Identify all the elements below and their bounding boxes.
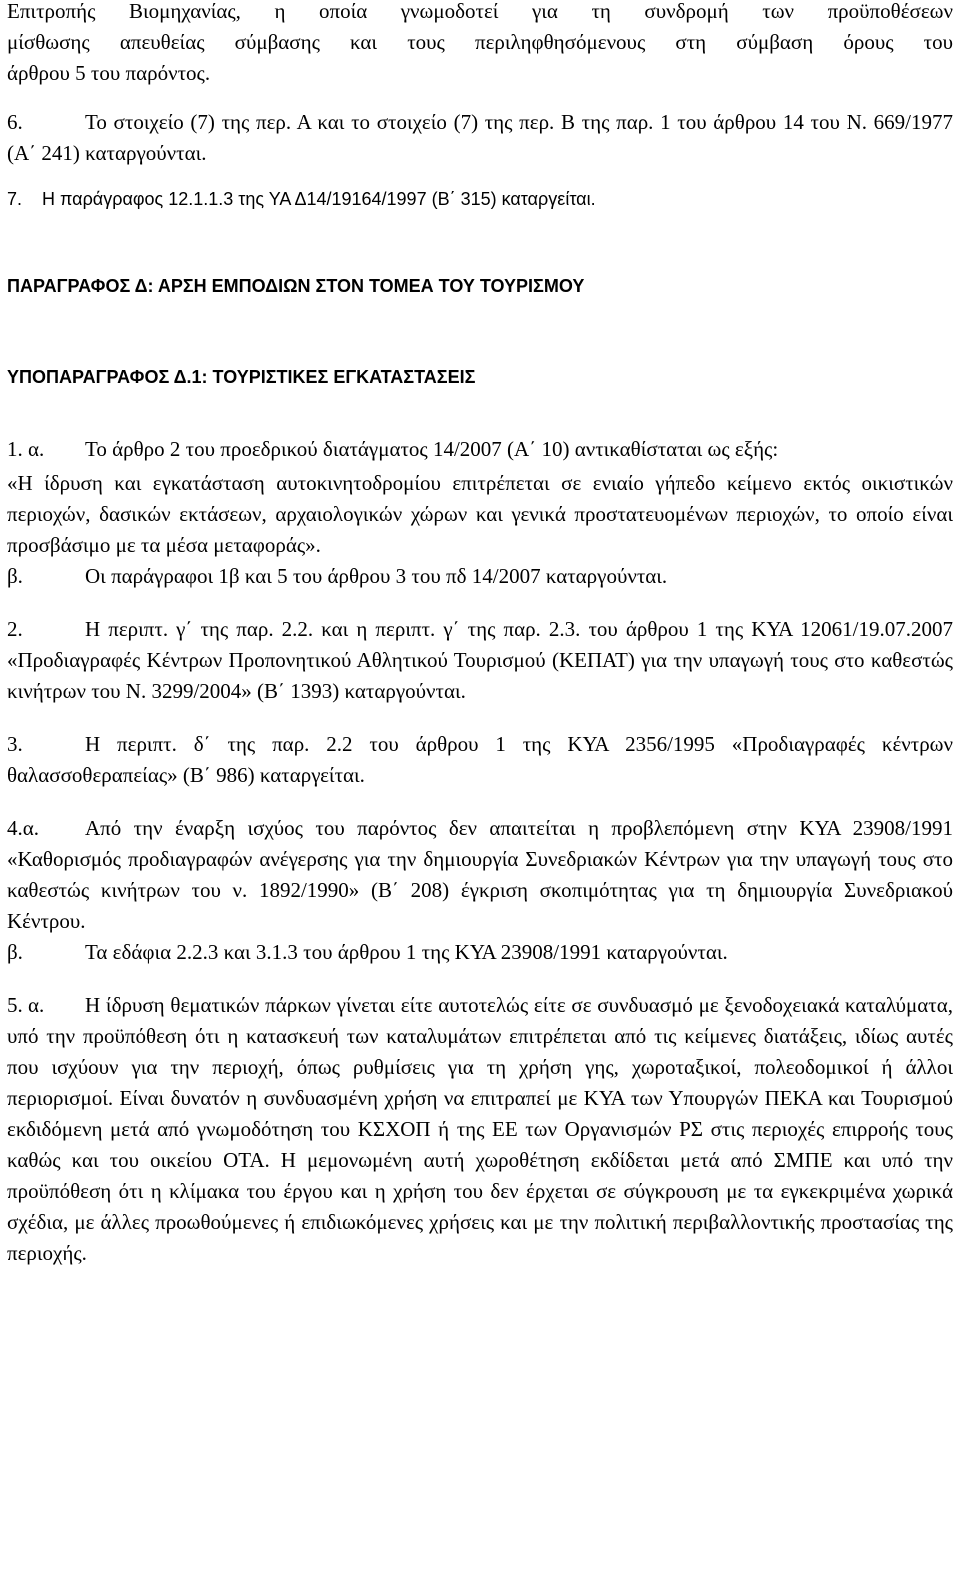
paragraph-text: Η περιπτ. δ΄ της παρ. 2.2 του άρθρου 1 της ΚΥΑ 2356/1995 «Προδιαγραφές κέντρων θαλασσοθεραπείας» (Β΄ 986) καταργείται. (7, 732, 953, 787)
paragraph-number: β. (7, 940, 23, 964)
paragraph-number: 4.α. (7, 816, 40, 840)
paragraph-text: Από την έναρξη ισχύος του παρόντος δεν απαιτείται η προβλεπόμενη στην ΚΥΑ 23908/1991 «Καθορισμός προδιαγραφών ανέγερσης για την δημιουργία Συνεδριακών Κέντρων για την υπαγωγή τους στο καθεστώς κινήτρων του ν. 1892/1990» (Β΄ 208) έγκριση σκοπιμότητας για τη δημιουργία Συνεδριακού Κέντρου. (7, 816, 953, 933)
section-heading: ΠΑΡΑΓΡΑΦΟΣ Δ: ΑΡΣΗ ΕΜΠΟΔΙΩΝ ΣΤΟΝ ΤΟΜΕΑ ΤΟΥ ΤΟΥΡΙΣΜΟΥ (7, 276, 585, 296)
paragraph-number: 2. (7, 617, 23, 641)
paragraph-3 (7, 729, 953, 791)
paragraph-4b (7, 937, 953, 968)
paragraph-number: 5. α. (7, 993, 45, 1017)
item-6 (7, 107, 953, 169)
paragraph-5a (7, 990, 953, 1269)
paragraph-1a-quote: «Η ίδρυση και εγκατάσταση αυτοκινητοδρομίου επιτρέπεται σε ενιαίο γήπεδο κείμενο εκτός οικιστικών περιοχών, δασικών εκτάσεων, αρχαιολογικών χώρων και γενικά προστατευομένων περιοχών, το οποίο είναι προσβάσιμο με τα μέσα μεταφοράς». (7, 471, 953, 557)
intro-line: μίσθωσης απευθείας σύμβασης και τους περιληφθησόμενους στη σύμβαση όρους του (7, 30, 953, 54)
paragraph-text: Η περιπτ. γ΄ της παρ. 2.2. και η περιπτ. γ΄ της παρ. 2.3. του άρθρου 1 της ΚΥΑ 12061/19.07.2007 «Προδιαγραφές Κέντρων Προπονητικού Αθλητικού Τουρισμού (ΚΕΠΑΤ) για την υπαγωγή τους στο καθεστώς κινήτρων του Ν. 3299/2004» (Β΄ 1393) καταργούνται. (7, 617, 953, 703)
paragraph-number: β. (7, 564, 23, 588)
paragraph-text: Το άρθρο 2 του προεδρικού διατάγματος 14/2007 (Α΄ 10) αντικαθίσταται ως εξής: (85, 437, 779, 461)
subsection-heading: ΥΠΟΠΑΡΑΓΡΑΦΟΣ Δ.1: ΤΟΥΡΙΣΤΙΚΕΣ ΕΓΚΑΤΑΣΤΑΣΕΙΣ (7, 367, 476, 387)
paragraph-4a (7, 813, 953, 937)
document-page (7, 0, 953, 1269)
item-text: Το στοιχείο (7) της περ. Α και το στοιχείο (7) της περ. Β της παρ. 1 του άρθρου 14 του Ν. 669/1977 (Α΄ 241) καταργούνται. (7, 110, 953, 165)
paragraph-number: 3. (7, 732, 23, 756)
paragraph-number: 1. α. (7, 437, 45, 461)
intro-line: άρθρου 5 του παρόντος. (7, 61, 211, 85)
paragraph-text: Τα εδάφια 2.2.3 και 3.1.3 του άρθρου 1 της ΚΥΑ 23908/1991 καταργούνται. (85, 940, 728, 964)
paragraph-1b (7, 561, 953, 592)
paragraph-2 (7, 614, 953, 707)
item-text: Η παράγραφος 12.1.1.3 της ΥΑ Δ14/19164/1997 (Β΄ 315) καταργείται. (42, 189, 596, 209)
paragraph-1a (7, 434, 953, 465)
intro-paragraph (7, 0, 953, 89)
intro-line: Επιτροπής Βιομηχανίας, η οποία γνωμοδοτεί για τη συνδρομή των προϋποθέσεων (7, 0, 953, 23)
paragraph-text: Οι παράγραφοι 1β και 5 του άρθρου 3 του πδ 14/2007 καταργούνται. (85, 564, 668, 588)
item-7 (7, 184, 953, 215)
item-number: 7. (7, 189, 23, 209)
paragraph-text: Η ίδρυση θεματικών πάρκων γίνεται είτε αυτοτελώς είτε σε συνδυασμό με ξενοδοχειακά καταλύματα, υπό την προϋπόθεση ότι η κατασκευή των καταλυμάτων επιτρέπεται από τις κείμενες διατάξεις, ιδίως αυτές που ισχύουν για την περιοχή, όπως ρυθμίσεις για τη χρήση γης, χωροταξικοί, πολεοδομικοί ή άλλοι περιορισμοί. Είναι δυνατόν η συνδυασμένη χρήση να επιτραπεί με ΚΥΑ των Υπουργών ΠΕΚΑ και Τουρισμού εκδιδόμενη μετά από γνωμοδότηση του ΚΣΧΟΠ ή της ΕΕ των Οργανισμών ΡΣ στις περιοχές επιρροής τους καθώς και του οικείου ΟΤΑ. Η μεμονωμένη αυτή χωροθέτηση εκδίδεται μετά από ΣΜΠΕ και υπό την προϋπόθεση ότι η κλίμακα του έργου και η χρήση του δεν έρχεται σε σύγκρουση με τα εγκεκριμένα χωρικά σχέδια, με άλλες προωθούμενες ή επιδιωκόμενες χρήσεις και με την πολιτική περιβαλλοντικής προστασίας της περιοχής. (7, 993, 953, 1265)
item-number: 6. (7, 110, 23, 134)
